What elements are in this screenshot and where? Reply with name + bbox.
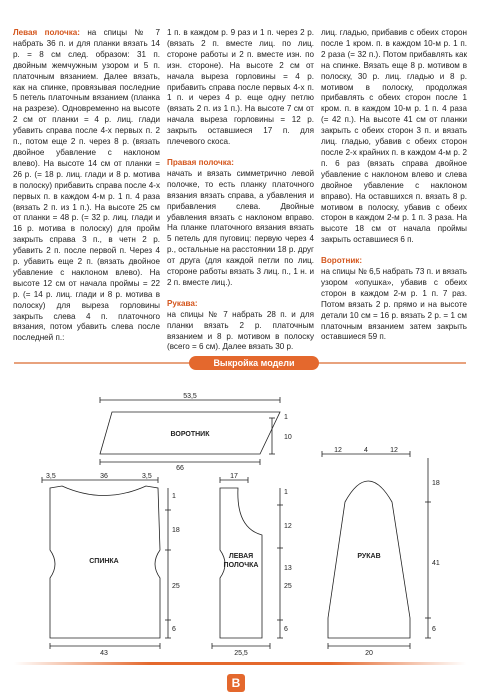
left-front-text: на спицы № 7 набрать 36 п. и для планки вязать 14 р. = 8 см след. образом: 31 п. двойным жемчужным узором и 5 п. платочным вязанием. Далее вязать, как на спинке, провязывая последние 5 петель платочным вязанием (планка на разрезе). Одновременно на высоте 2 см от планки = 4 р. лиц. глади убавить справа после 4-х первых п. 2 п., потом еще 2 п. через 8 р. (вязать двойное убавление с наклоном влево). На высоте 14 см от планки = 26 р. (= 18 р. лиц. глади и 8 р. мотива в полоску) прибавить справа после 4-х первых п. в каждом 4-м р. 1 п. 4 раза (вязать 2 п. из 1 п.). На высоте 25 см от планки = 48 р. (= 32 р. лиц. глади и 16 р. мотива в полоску) для пройм закрыть справа 3 п., в четн 2 р. убавить 2 п. после первой п. Через 4 р. убавить еще 2 п. (вязать двойное убавление с наклоном влево). На высоте 12 см от начала проймы = 22 р. (= 14 р. лиц. глади и 8 р. мотива в полоску) для выреза горловины закрыть слева 4 п. платочного вязания, потом убавить слева после последней п.:: [13, 28, 160, 343]
back-neck-dim: 36: [100, 473, 108, 480]
page-badge: B: [227, 674, 245, 692]
sleeve-top3-dim: 12: [390, 447, 398, 454]
pattern-diagram: [0, 370, 479, 670]
sleeve-width-dim: 20: [365, 650, 373, 657]
text-column-left: [13, 28, 160, 344]
front-v3-dim: 13: [284, 565, 292, 572]
sleeve-top1-dim: 12: [334, 447, 342, 454]
sleeve-label: РУКАВ: [357, 553, 381, 560]
front-top-dim: 17: [230, 473, 238, 480]
text-column-middle: [167, 28, 314, 353]
back-label: СПИНКА: [89, 558, 119, 565]
back-h1-dim: 1: [172, 493, 176, 500]
back-shoulder-left-dim: 3,5: [46, 473, 56, 480]
sleeve-h3-dim: 6: [432, 626, 436, 633]
front-width-dim: 25,5: [234, 650, 248, 657]
collar-top-dim: 53,5: [183, 393, 197, 400]
sleeves-text: на спицы № 7 набрать 28 п. и для планки вязать 2 р. платочным вязанием и 8 р. мотивом в полоску (всего = 6 см). Далее вязать 30 р.: [167, 309, 314, 352]
right-column-text: лиц. гладью, прибавив с обеих сторон после 1 кром. п. в каждом 10-м р. 1 п. 2 раза (= 32 п.). Потом прибавлять как на спинке. Вязать еще 8 р. мотивом в полоску, 30 р. лиц. гладью и 8 р. мотивом в полоску, продолжая прибавлять с обеих сторон после 1 кром. п. в каждом 10-м р. 1 п. 4 раза (= 42 п.). На высоте 41 см от планки закрыть с обеих сторон 3 п. и вязать лиц. гладью, убавив с обеих сторон после 2-х крайних п. в каждом 4-м р. 2 п. 6 раз (вязать справа двойное убавление с наклоном влево и слева двойное убавление с наклоном вправо). На оставшихся п. вязать 8 р. мотивом в полоску, убавив с обеих сторон в каждом 2-м р. 1 п. 3 раза. На высоте 18 см от начала проймы закрыть оставшиеся 6 п.: [321, 28, 467, 245]
left-front-heading: Левая полочка:: [13, 28, 80, 37]
collar-height-dim: 10: [284, 434, 292, 441]
right-front-text: начать и вязать симметрично левой полочке, то есть планку платочного вязания вязать справа, а убавления и прибавления слева. Двойные убавления вязать с наклоном вправо. На планке платочного вязания вязать 5 петель для пуговиц: первую через 4 р., остальные на расстоянии 18 р. друг от друга (для каждой петли по лиц. стороне работы вязать 3 лиц. п., 1 н. и 2 п. вместе лиц.).: [167, 168, 314, 287]
back-h2-dim: 18: [172, 527, 180, 534]
collar-label: ВОРОТНИК: [170, 431, 210, 438]
front-v5-dim: 6: [284, 626, 288, 633]
collar-text: на спицы № 6,5 набрать 73 п. и вязать узором «опушка», убавив с обеих сторон в каждом 2-м р. 1 п. 7 раз. Потом вязать 2 р. прямо и на высоте детали 10 см = 16 р. вязать 2 р. = 1 см платочным вязанием затем закрыть оставшиеся 59 п.: [321, 267, 467, 342]
front-label-line2: ПОЛОЧКА: [223, 562, 259, 569]
text-column-right: [321, 28, 467, 343]
back-h3-dim: 25: [172, 583, 180, 590]
back-shoulder-right-dim: 3,5: [142, 473, 152, 480]
sleeve-h1-dim: 18: [432, 480, 440, 487]
footer-divider: [14, 662, 466, 665]
collar-side-dim: 1: [284, 414, 288, 421]
right-front-heading: Правая полочка:: [167, 157, 234, 167]
collar-heading: Воротник:: [321, 256, 363, 266]
front-v4-dim: 25: [284, 583, 292, 590]
front-label-line1: ЛЕВАЯ: [228, 553, 254, 560]
sleeve-top2-dim: 4: [364, 447, 368, 454]
front-v1-dim: 1: [284, 489, 288, 496]
back-width-dim: 43: [100, 650, 108, 657]
middle-intro-text: 1 п. в каждом р. 9 раз и 1 п. через 2 р. (вязать 2 п. вместе лиц. по лиц. стороне работы и 2 п. вместе изн. по изн. стороне). На высоте 2 см от начала выреза горловины = 4 р. прибавить справа после первых 4-х п. 1 п. и через 4 р. еще одну петлю (вязать 2 п. из 1 п.). На высоте 7 см от начала выреза горловины = 12 р. закрыть оставшиеся 17 п. для плечевого скоса.: [167, 28, 314, 147]
section-title: Выкройка модели: [189, 356, 319, 370]
section-header-bar: [14, 356, 466, 370]
sleeves-heading: Рукава:: [167, 298, 198, 308]
pattern-svg: [0, 370, 479, 670]
sleeve-h2-dim: 41: [432, 560, 440, 567]
front-v2-dim: 12: [284, 523, 292, 530]
back-h4-dim: 6: [172, 626, 176, 633]
collar-bottom-dim: 66: [176, 465, 184, 472]
